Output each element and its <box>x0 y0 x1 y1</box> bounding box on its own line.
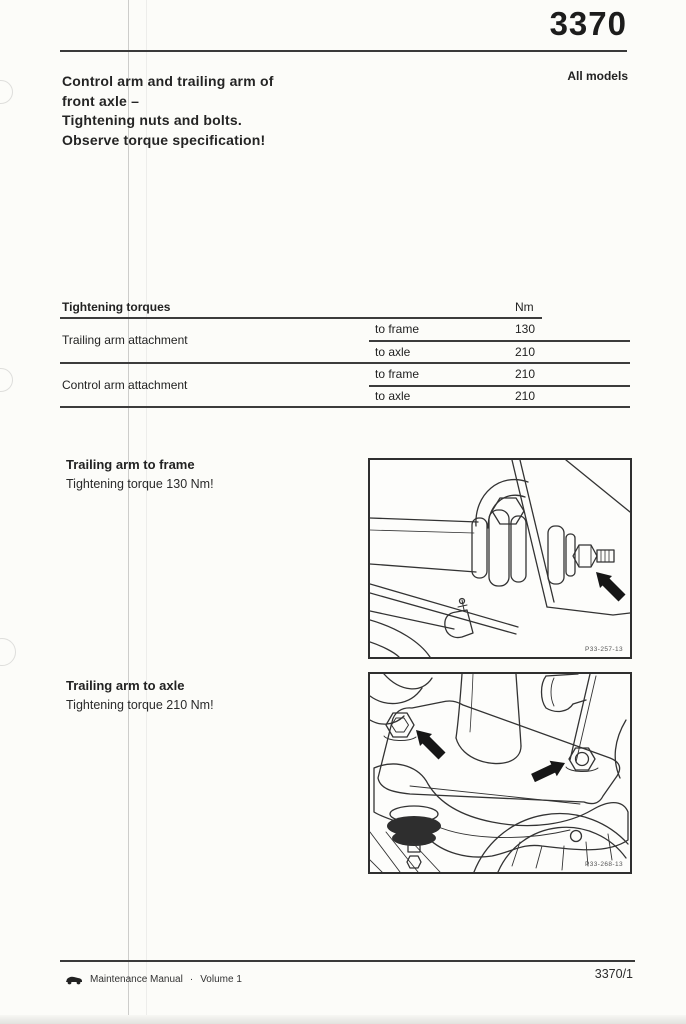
footer-manual-name: Maintenance Manual <box>90 974 183 985</box>
figure-1-caption <box>66 457 214 491</box>
table-location: to axle <box>375 389 411 403</box>
page-edge-shadow <box>0 1015 686 1024</box>
title-line: Tightening nuts and bolts. <box>62 112 242 128</box>
figure-label: P33-268-13 <box>585 861 623 868</box>
title-line: front axle – <box>62 92 140 109</box>
footer-rule <box>60 960 635 962</box>
table-value: 210 <box>515 389 536 403</box>
footer <box>64 974 242 985</box>
table-value: 130 <box>515 322 536 336</box>
page-reference: 3370/1 <box>594 967 633 981</box>
table-location: to frame <box>375 367 420 381</box>
nut <box>569 748 595 770</box>
figure-2-caption <box>66 678 214 712</box>
figure-trailing-arm-to-frame <box>368 458 632 659</box>
car-icon <box>64 975 84 985</box>
trailing-arm-to-frame-drawing <box>370 460 630 657</box>
torque-table <box>60 300 630 412</box>
table-rule-sub <box>369 385 630 387</box>
table-component: Trailing arm attachment <box>62 333 188 347</box>
binding-hole-shadow <box>0 368 13 392</box>
chapter-number: 3370 <box>549 5 627 42</box>
title-line: Observe torque specification! <box>62 131 266 148</box>
figure-caption-title: Trailing arm to frame <box>66 457 195 472</box>
table-rule-bottom <box>60 406 630 408</box>
applicability-label: All models <box>567 69 628 83</box>
table-title: Tightening torques <box>62 300 171 314</box>
table-value: 210 <box>515 367 536 381</box>
page-title <box>62 72 274 150</box>
line-art <box>370 460 630 657</box>
figure-caption-note: Tightening torque 210 Nm! <box>66 698 214 712</box>
binding-hole-shadow <box>0 80 13 104</box>
table-location: to axle <box>375 345 411 359</box>
table-unit-header: Nm <box>515 300 534 314</box>
torque-arrow-icon <box>596 572 626 602</box>
table-component: Control arm attachment <box>62 378 188 392</box>
footer-volume: Volume 1 <box>200 974 242 985</box>
trailing-arm-to-axle-drawing <box>370 674 630 872</box>
footer-separator: · <box>189 974 194 985</box>
scan-fold-line <box>128 0 129 1024</box>
line-art <box>370 674 628 872</box>
figure-trailing-arm-to-axle <box>368 672 632 874</box>
table-rule-group <box>60 362 630 364</box>
table-location: to frame <box>375 322 420 336</box>
nut <box>573 545 597 567</box>
table-value: 210 <box>515 345 536 359</box>
table-rule-sub <box>369 340 630 342</box>
binding-hole-shadow <box>0 638 16 666</box>
scan-fold-line-2 <box>146 0 147 1024</box>
header-rule <box>60 50 627 52</box>
figure-label: P33-257-13 <box>585 646 623 653</box>
table-rule-header <box>60 317 542 319</box>
figure-caption-title: Trailing arm to axle <box>66 678 185 693</box>
torque-arrow-icon <box>531 761 565 782</box>
torque-arrow-icon <box>416 730 446 760</box>
figure-caption-note: Tightening torque 130 Nm! <box>66 477 214 491</box>
title-line: Control arm and trailing arm of <box>62 73 274 89</box>
nut <box>386 713 414 737</box>
